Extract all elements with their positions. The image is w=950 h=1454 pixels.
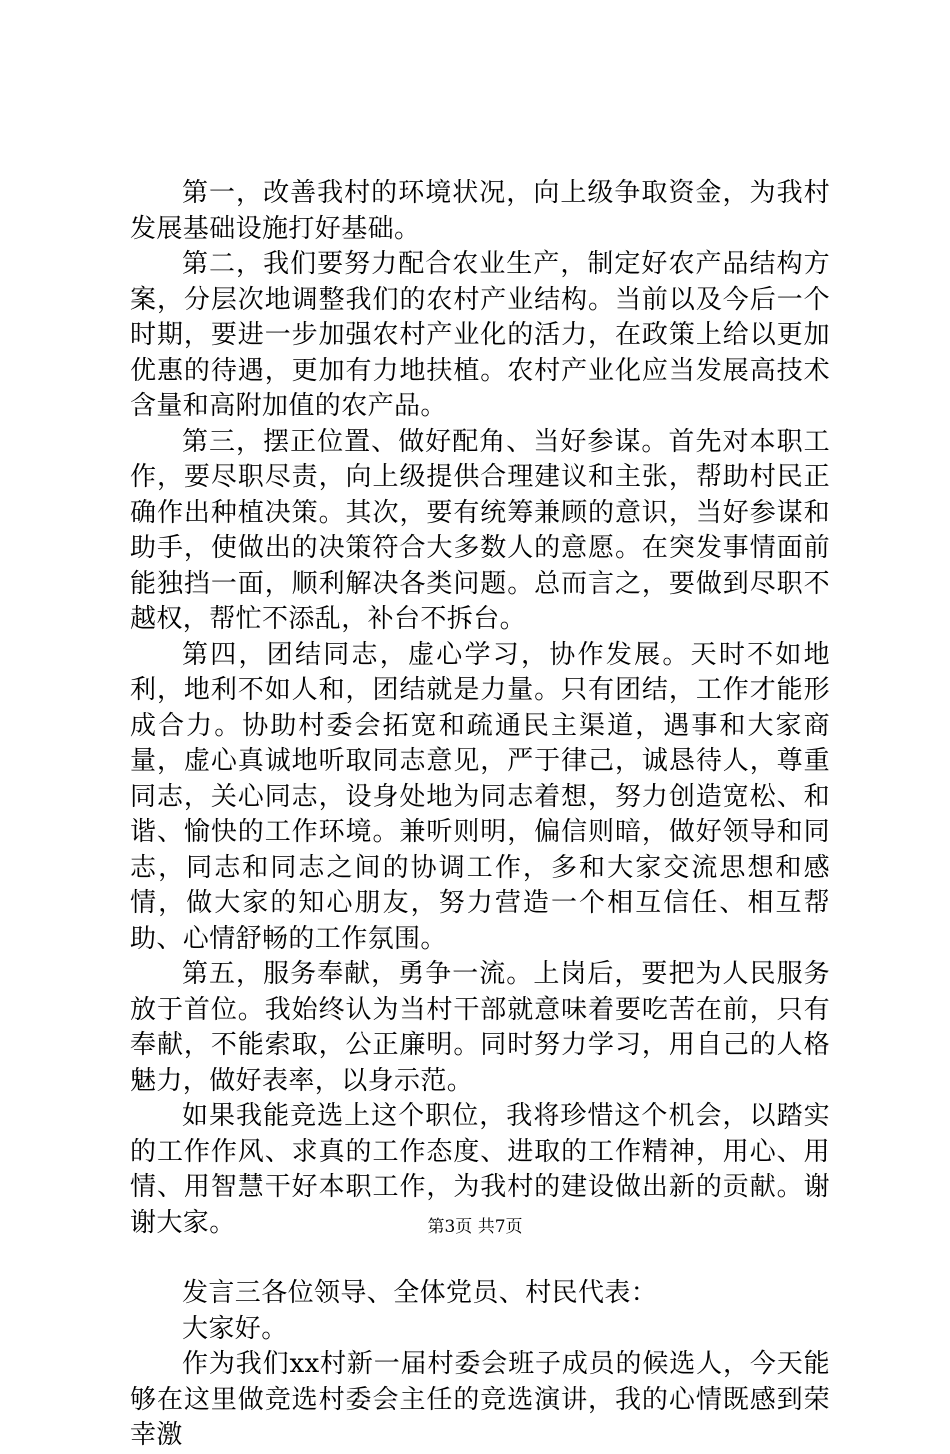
paragraph-6: 如果我能竞选上这个职位，我将珍惜这个机会，以踏实的工作作风、求真的工作态度、进取的工作精神，用心、用情、用智慧干好本职工作，为我村的建设做出新的贡献。谢谢大家。 [130,1101,830,1238]
paragraph-5: 第五，服务奉献，勇争一流。上岗后，要把为人民服务放于首位。我始终认为当村干部就意味着要吃苦在前，只有奉献，不能索取，公正廉明。同时努力学习，用自己的人格魅力，做好表率，以身示范。 [130,959,830,1096]
paragraph-2: 第二，我们要努力配合农业生产，制定好农产品结构方案，分层次地调整我们的农村产业结构。当前以及今后一个时期，要进一步加强农村产业化的活力，在政策上给以更加优惠的待遇，更加有力地扶植。农村产业化应当发展高技术含量和高附加值的农产品。 [130,249,830,421]
paragraph-9: 作为我们xx村新一届村委会班子成员的候选人，今天能够在这里做竞选村委会主任的竞选演讲，我的心情既感到荣幸激 [130,1349,830,1450]
document-body [130,176,830,1454]
greeting: 大家好。 [182,1313,288,1344]
paragraph-1: 第一，改善我村的环境状况，向上级争取资金，为我村发展基础设施打好基础。 [130,178,830,244]
paragraph-3: 第三，摆正位置、做好配角、当好参谋。首先对本职工作，要尽职尽责，向上级提供合理建议和主张，帮助村民正确作出种植决策。其次，要有统筹兼顾的意识，当好参谋和助手，使做出的决策符合大多数人的意愿。在突发事情面前能独挡一面，顺利解决各类问题。总而言之，要做到尽职不越权，帮忙不添乱，补台不拆台。 [130,426,830,634]
speech-three-heading: 发言三各位领导、全体党员、村民代表： [182,1278,658,1308]
page-number-footer: 第3页 共7页 [427,1217,523,1237]
paragraph-4: 第四，团结同志，虚心学习，协作发展。天时不如地利，地利不如人和，团结就是力量。只有团结，工作才能形成合力。协助村委会拓宽和疏通民主渠道，遇事和大家商量，虚心真诚地听取同志意见，严于律己，诚恳待人，尊重同志，关心同志，设身处地为同志着想，努力创造宽松、和谐、愉快的工作环境。兼听则明，偏信则暗，做好领导和同志，同志和同志之间的协调工作，多和大家交流思想和感情，做大家的知心朋友，努力营造一个相互信任、相互帮助、心情舒畅的工作氛围。 [130,639,830,954]
